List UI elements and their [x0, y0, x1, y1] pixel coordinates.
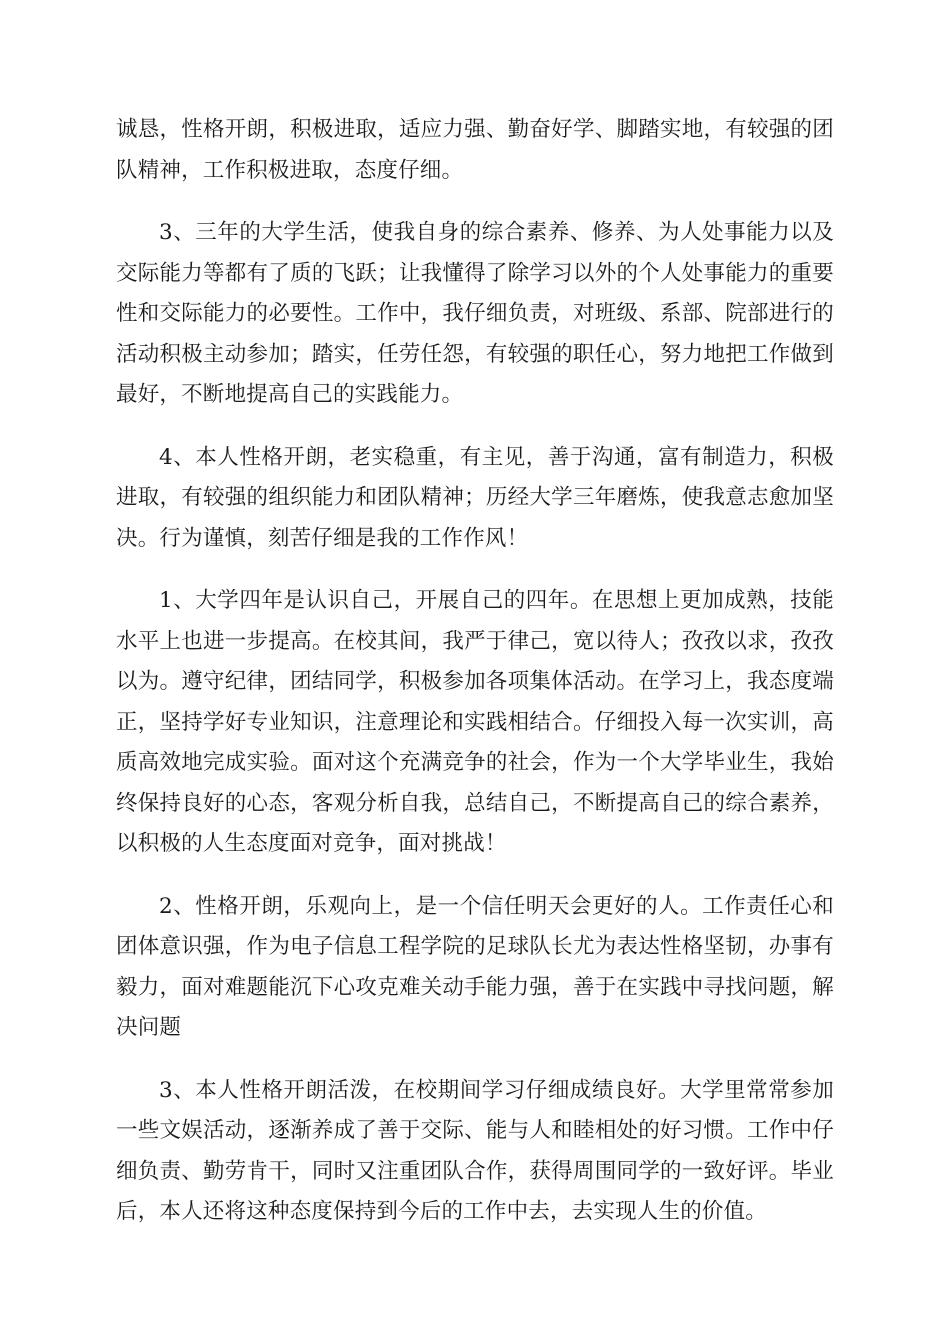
paragraph-4-personality: 4、本人性格开朗，老实稳重，有主见，善于沟通，富有制造力，积极进取，有较强的组织能力和团队精神；历经大学三年磨炼，使我意志愈加坚决。行为谨慎，刻苦仔细是我的工作作风！: [116, 444, 834, 551]
paragraph-continuation: 诚恳，性格开朗，积极进取，适应力强、勤奋好学、脚踏实地，有较强的团队精神，工作积极进取，态度仔细。: [116, 117, 834, 183]
paragraph-3-college-life: 3、三年的大学生活，使我自身的综合素养、修养、为人处事能力以及交际能力等都有了质的飞跃；让我懂得了除学习以外的个人处事能力的重要性和交际能力的必要性。工作中，我仔细负责，对班级、系部、院部进行的活动积极主动参加；踏实，任劳任怨，有较强的职任心，努力地把工作做到最好，不断地提高自己的实践能力。: [116, 220, 834, 407]
paragraph-3-lively: 3、本人性格开朗活泼，在校期间学习仔细成绩良好。大学里常常参加一些文娱活动，逐渐养成了善于交际、能与人和睦相处的好习惯。工作中仔细负责、勤劳肯干，同时又注重团队合作，获得周围同学的一致好评。毕业后，本人还将这种态度保持到今后的工作中去，去实现人生的价值。: [116, 1077, 834, 1224]
paragraph-1-four-years: 1、大学四年是认识自己，开展自己的四年。在思想上更加成熟，技能水平上也进一步提高。在校其间，我严于律己，宽以待人；孜孜以求，孜孜以为。遵守纪律，团结同学，积极参加各项集体活动。在学习上，我态度端正，坚持学好专业知识，注意理论和实践相结合。仔细投入每一次实训，高质高效地完成实验。面对这个充满竞争的社会，作为一个大学毕业生，我始终保持良好的心态，客观分析自我，总结自己，不断提高自己的综合素养，以积极的人生态度面对竞争，面对挑战！: [116, 588, 834, 856]
document-body: [116, 110, 834, 1255]
paragraph-2-optimistic: 2、性格开朗，乐观向上，是一个信任明天会更好的人。工作责任心和团体意识强，作为电子信息工程学院的足球队长尤为表达性格坚韧，办事有毅力，面对难题能沉下心攻克难关动手能力强，善于在实践中寻找问题，解决问题: [116, 893, 834, 1040]
